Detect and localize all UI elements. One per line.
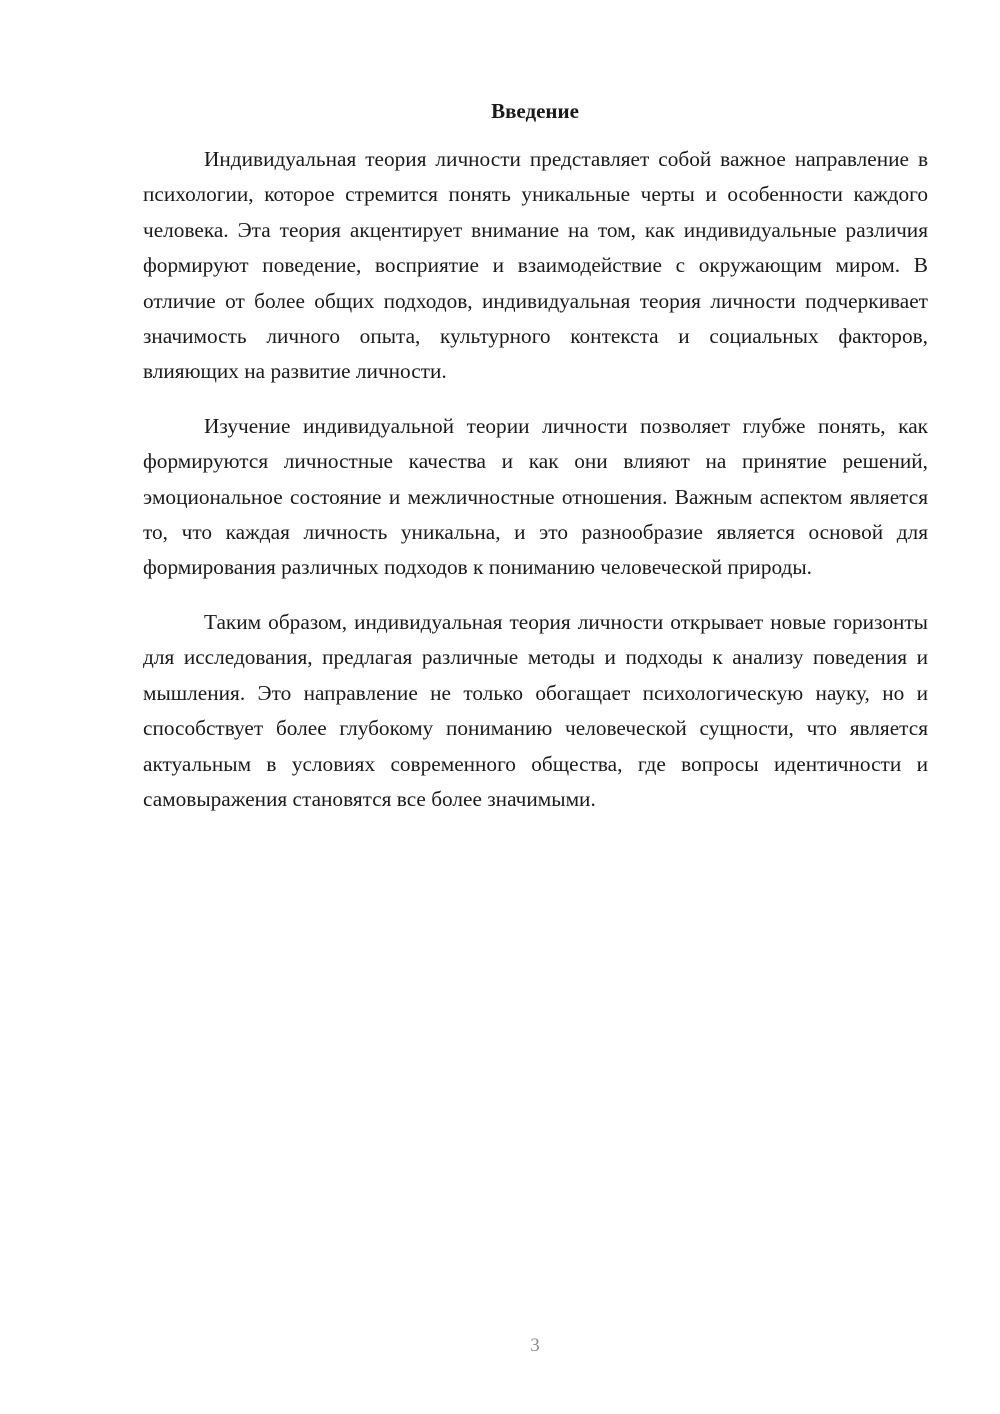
body-text: [143, 142, 928, 836]
paragraph-2: Изучение индивидуальной теории личности позволяет глубже понять, как формируются личностные качества и как они влияют на принятие решений, эмоциональное состояние и межличностные отношения. Важным аспектом является то, что каждая личность уникальна, и это разнообразие является основой для формирования различных подходов к пониманию человеческой природы.: [143, 413, 928, 580]
paragraph-3: Таким образом, индивидуальная теория личности открывает новые горизонты для исследования, предлагая различные методы и подходы к анализу поведения и мышления. Это направление не только обогащает психологическую науку, но и способствует более глубокому пониманию человеческой сущности, что является актуальным в условиях современного общества, где вопросы идентичности и самовыражения становятся все более значимыми.: [143, 609, 928, 811]
paragraph-1: Индивидуальная теория личности представляет собой важное направление в психологии, которое стремится понять уникальные черты и особенности каждого человека. Эта теория акцентирует внимание на том, как индивидуальные различия формируют поведение, восприятие и взаимодействие с окружающим миром. В отличие от более общих подходов, индивидуальная теория личности подчеркивает значимость личного опыта, культурного контекста и социальных факторов, влияющих на развитие личности.: [143, 147, 928, 384]
page-number: 3: [530, 1335, 540, 1356]
section-heading: Введение: [491, 99, 579, 123]
